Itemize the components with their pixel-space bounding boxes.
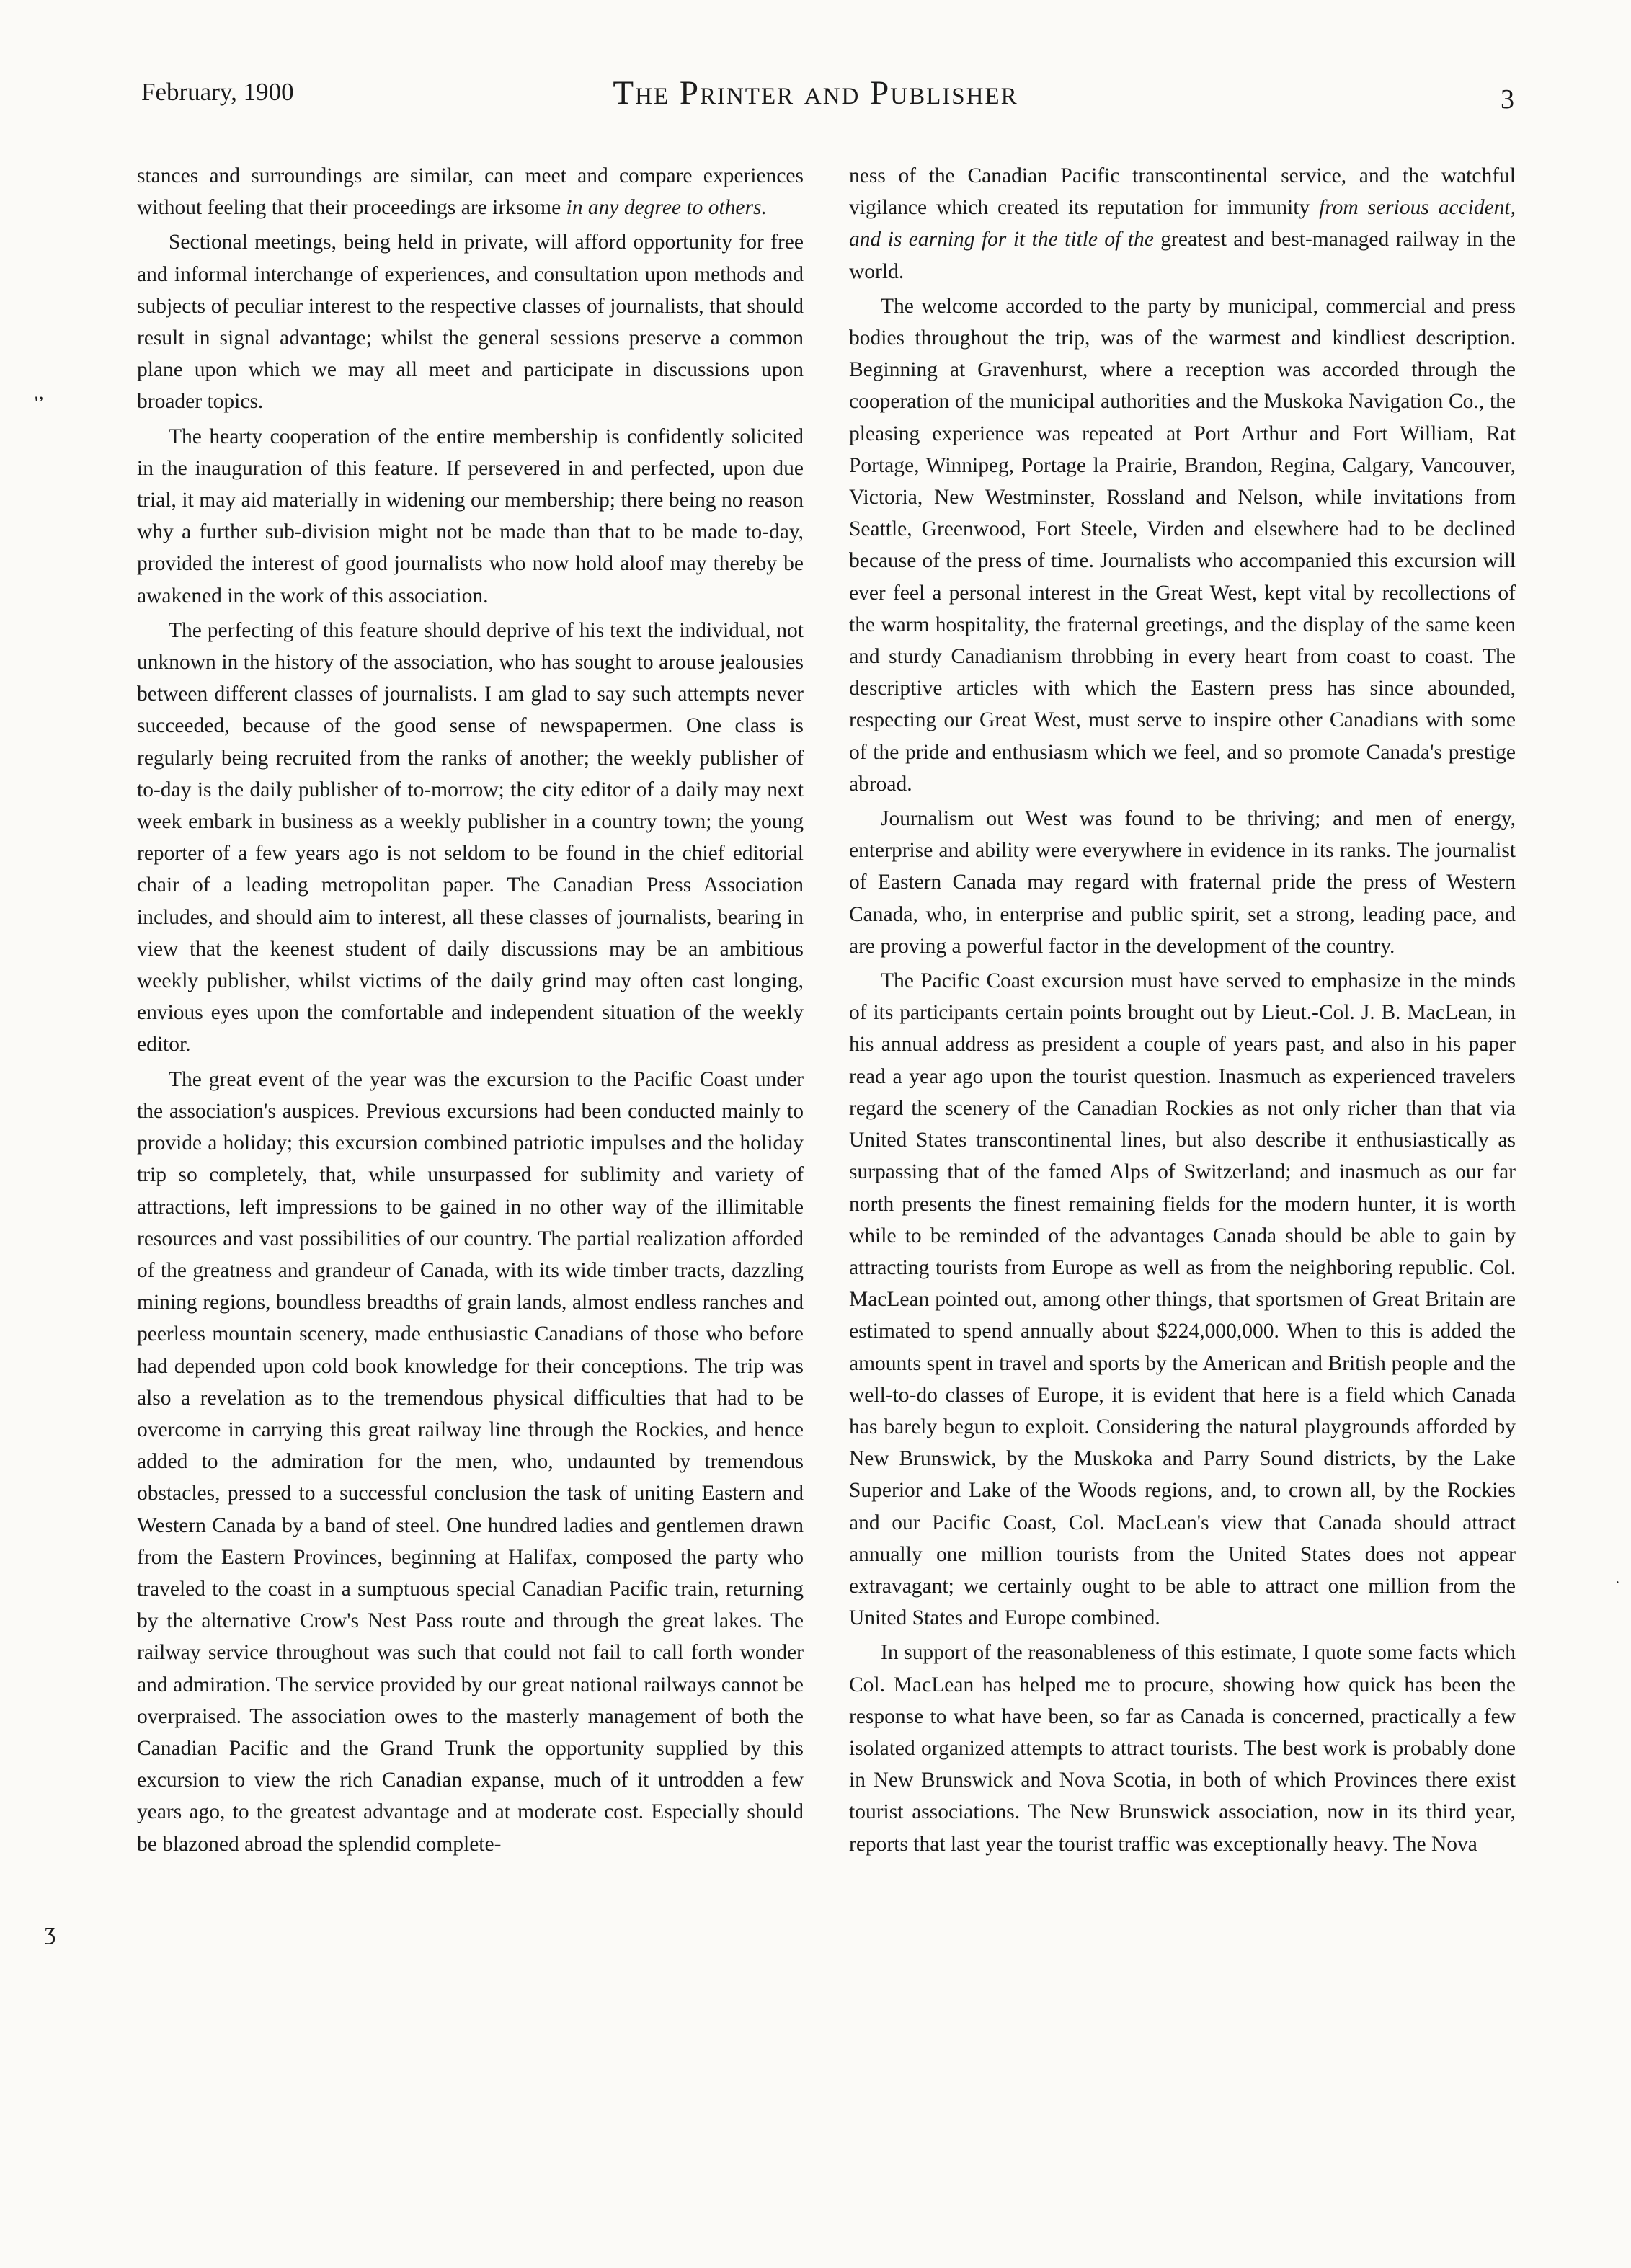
paragraph: The welcome accorded to the party by municipal, commercial and press bodies throughout the trip, was of the warmest and kindliest description. Beginning at Gravenhurst, where a reception was accorded through the cooperation of the municipal authorities and the Muskoka Navigation Co., the pleasing experience was repeated at Port Arthur and Fort William, Rat Portage, Winnipeg, Portage la Prairie, Brandon, Regina, Calgary, Vancouver, Victoria, New Westminster, Rossland and Nelson, while invitations from Seattle, Greenwood, Fort Steele, Virden and elsewhere had to be declined because of the press of time. Journalists who accompanied this excursion will ever feel a personal interest in the Great West, kept vital by recollections of the warm hospitality, the fraternal greetings, and the display of the same keen and sturdy Canadianism throbbing in every heart from coast to coast. The descriptive articles with which the Eastern press has since abounded, respecting our Great West, must serve to inspire other Canadians with some of the pride and enthusiasm which we feel, and so promote Canada's prestige abroad. [849, 294, 1516, 796]
publication-title: The Printer and Publisher [613, 74, 1018, 112]
paragraph: In support of the reasonableness of this estimate, I quote some facts which Col. MacLean has helped me to procure, showing how quick has been the response to what have been, so far as Canada is concerned, practically a few isolated organized attempts to attract tourists. The best work is probably done in New Brunswick and Nova Scotia, in both of which Provinces there exist tourist associations. The New Brunswick association, now in its third year, reports that last year the tourist traffic was exceptionally heavy. The Nova [849, 1641, 1516, 1856]
margin-mark: · [1615, 1575, 1620, 1591]
paragraph: ness of the Canadian Pacific transcontinental service, and the watchful vigilance which created its reputation for immunity from serious accident, and is earning for it the title of the greatest and best-managed railway in the world. [849, 164, 1516, 283]
left-column [137, 160, 804, 1863]
margin-mark: ʒ [45, 1918, 56, 1945]
paragraph: The Pacific Coast excursion must have served to emphasize in the minds of its participants certain points brought out by Lieut.-Col. J. B. MacLean, in his annual address as president a couple of years past, and also in his paper read a year ago upon the tourist question. Inasmuch as experienced travelers regard the scenery of the Canadian Rockies as not only richer than that via United States transcontinental lines, but also describe it enthusiastically as surpassing that of the famed Alps of Switzerland; and inasmuch as our far north presents the finest remaining fields for the modern hunter, it is worth while to be reminded of the advantages Canada should be able to gain by attracting tourists from Europe as well as from the neighboring republic. Col. MacLean pointed out, among other things, that sportsmen of Great Britain are estimated to spend annually about $224,000,000. When to this is added the amounts spent in travel and sports by the American and British people and the well-to-do classes of Europe, it is evident that here is a field which Canada has barely begun to exploit. Considering the natural playgrounds afforded by New Brunswick, by the Muskoka and Parry Sound districts, by the Lake Superior and Lake of the Woods regions, and, to crown all, by the Rockies and our Pacific Coast, Col. MacLean's view that Canada should attract annually one million tourists from the United States does not appear extravagant; we certainly ought to be able to attract one million from the United States and Europe combined. [849, 969, 1516, 1630]
paragraph: The great event of the year was the excursion to the Pacific Coast under the association's auspices. Previous excursions had been conducted mainly to provide a holiday; this excursion combined patriotic impulses and the holiday trip so completely, that, while unsurpassed for sublimity and variety of attractions, left impressions to be gained in no other way of the illimitable resources and vast possibilities of our country. The partial realization afforded of the greatness and grandeur of Canada, with its wide timber tracts, dazzling mining regions, boundless breadths of grain lands, almost endless ranches and peerless mountain scenery, made enthusiastic Canadians of those who before had depended upon cold book knowledge for their conceptions. The trip was also a revelation as to the tremendous physical difficulties that had to be overcome in carrying this great railway line through the Rockies, and hence added to the admiration for the men, who, undaunted by tremendous obstacles, pressed to a successful conclusion the task of uniting Eastern and Western Canada by a band of steel. One hundred ladies and gentlemen drawn from the Eastern Provinces, beginning at Halifax, composed the party who traveled to the coast in a sumptuous special Canadian Pacific train, returning by the alternative Crow's Nest Pass route and through the great lakes. The railway service throughout was such that could not fail to call forth wonder and admiration. The service provided by our great national railways cannot be overpraised. The association owes to the masterly management of both the Canadian Pacific and the Grand Trunk the opportunity supplied by this excursion to view the rich Canadian expanse, much of it untrodden a few years ago, to the greatest advantage and at moderate cost. Especially should be blazoned abroad the splendid complete- [137, 1067, 804, 1856]
paragraph: Sectional meetings, being held in private, will afford opportunity for free and informal interchange of experiences, and consultation upon methods and subjects of peculiar interest to the respective classes of journalists, that should result in signal advantage; whilst the general sessions preserve a common plane upon which we may all meet and participate in discussions upon broader topics. [137, 231, 804, 414]
page-number: 3 [1501, 84, 1514, 115]
paragraph: Journalism out West was found to be thriving; and men of energy, enterprise and ability were everywhere in evidence in its ranks. The journalist of Eastern Canada may regard with fraternal pride the press of Western Canada, who, in enterprise and public spirit, set a strong, leading pace, and are proving a powerful factor in the development of the country. [849, 807, 1516, 958]
paragraph: stances and surroundings are similar, can meet and compare experiences without feeling that their proceedings are irksome in any degree to others. [137, 164, 804, 220]
paragraph: The hearty cooperation of the entire membership is confidently solicited in the inauguration of this feature. If persevered in and perfected, upon due trial, it may aid materially in widening our membership; there being no reason why a further sub-division might not be made than that to be made to-day, provided the interest of good journalists who now hold aloof may thereby be awakened in the work of this association. [137, 424, 804, 608]
right-column [849, 160, 1516, 1863]
paragraph: The perfecting of this feature should deprive of his text the individual, not unknown in the history of the association, who has sought to arouse jealousies between different classes of journalists. I am glad to say such attempts never succeeded, because of the good sense of newspapermen. One class is regularly being recruited from the ranks of another; the weekly publisher of to-day is the daily publisher of to-morrow; the city editor of a daily may next week embark in business as a weekly publisher in a country town; the young reporter of a few years ago is not seldom to be found in the chief editorial chair of a leading metropolitan paper. The Canadian Press Association includes, and should aim to interest, all these classes of journalists, bearing in view that the keenest student of daily discussions may be an ambitious weekly publisher, whilst victims of the daily grind may often cast longing, envious eyes upon the comfortable and independent situation of the weekly editor. [137, 618, 804, 1057]
page-header [0, 74, 1631, 121]
issue-date: February, 1900 [141, 78, 294, 106]
margin-mark: 'ʼ [35, 393, 45, 414]
